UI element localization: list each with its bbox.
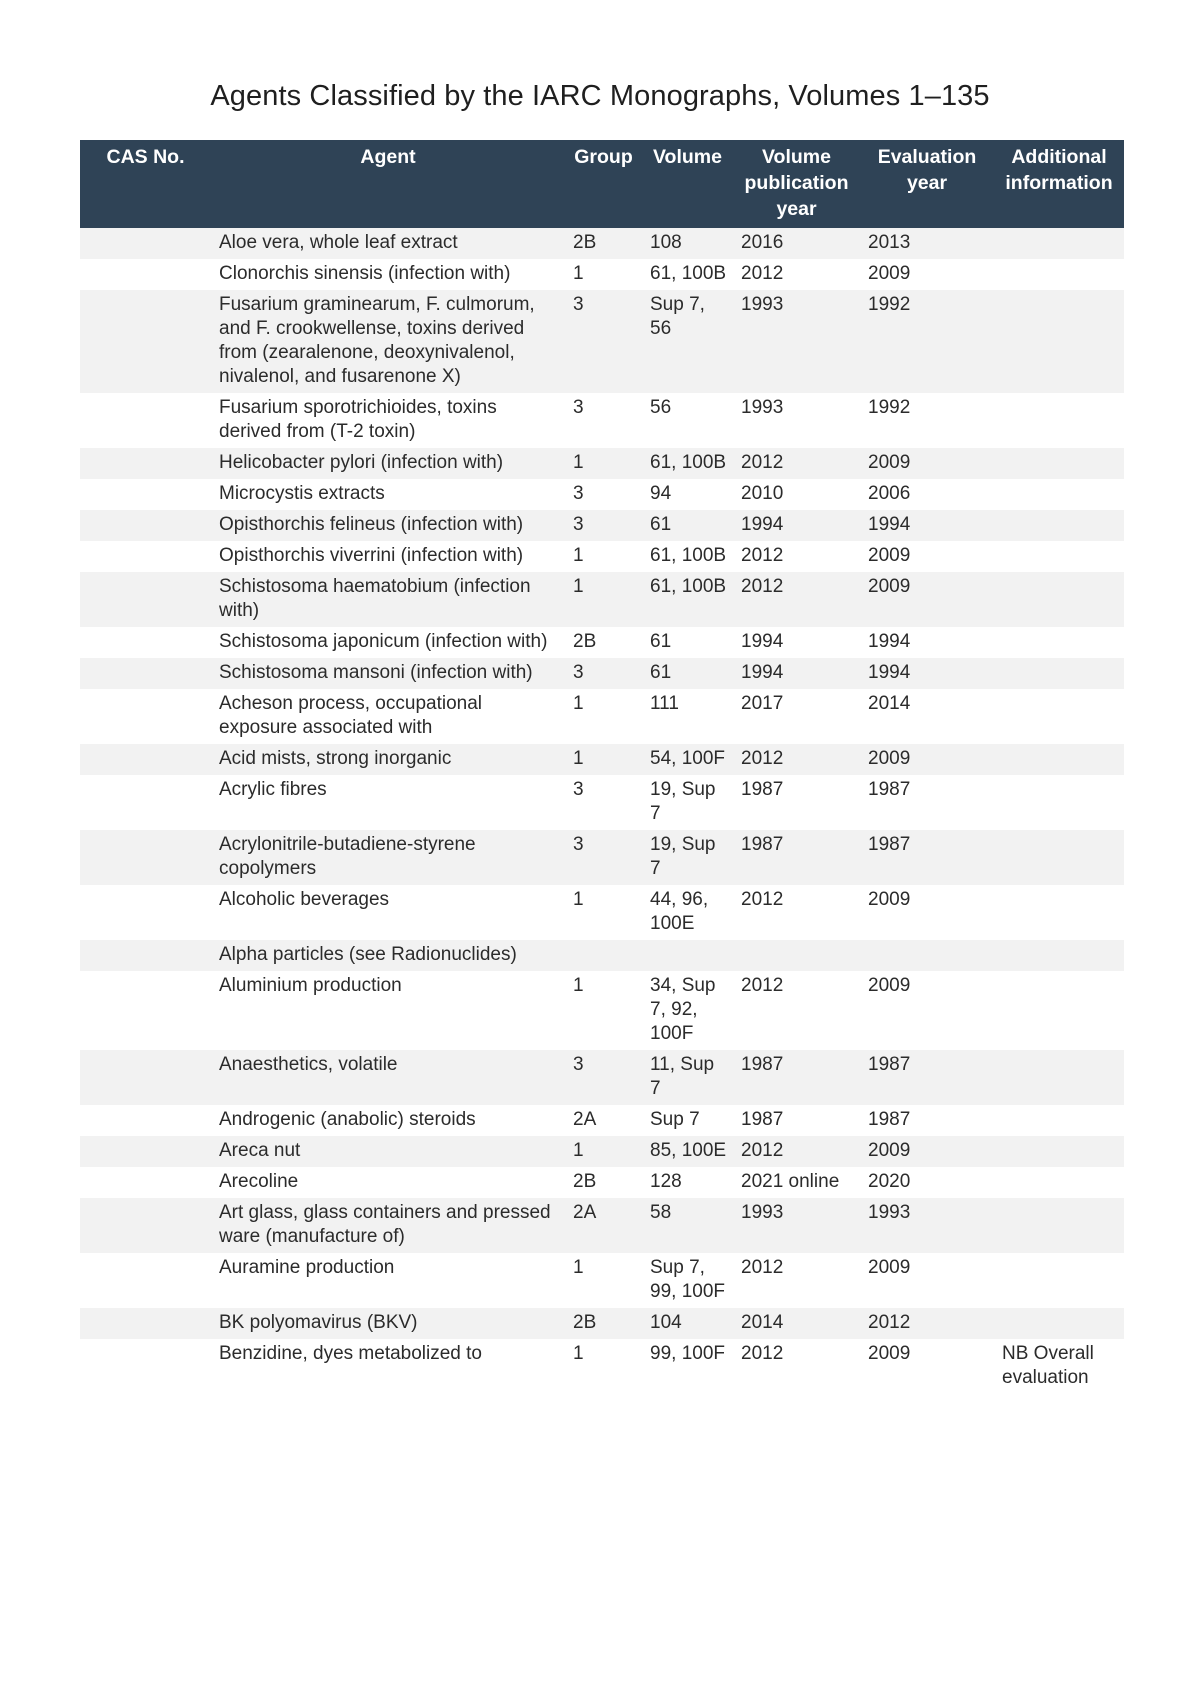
agent-cell: BK polyomavirus (BKV) xyxy=(211,1308,565,1339)
publication-year-cell xyxy=(733,940,860,971)
table-row xyxy=(80,228,1124,259)
volume-cell: 85, 100E xyxy=(642,1136,733,1167)
publication-year-cell: 1994 xyxy=(733,658,860,689)
group-cell: 1 xyxy=(565,572,642,627)
agents-table xyxy=(80,140,1124,1394)
additional-info-cell xyxy=(994,572,1124,627)
agent-cell: Schistosoma japonicum (infection with) xyxy=(211,627,565,658)
evaluation-year-cell: 1994 xyxy=(860,510,994,541)
cas-cell xyxy=(80,1050,211,1105)
publication-year-cell: 1993 xyxy=(733,1198,860,1253)
table-row xyxy=(80,1167,1124,1198)
evaluation-year-cell: 1994 xyxy=(860,627,994,658)
table-row xyxy=(80,775,1124,830)
group-cell: 3 xyxy=(565,830,642,885)
cas-cell xyxy=(80,971,211,1050)
cas-cell xyxy=(80,1136,211,1167)
header-row xyxy=(80,140,1124,228)
publication-year-cell: 2012 xyxy=(733,971,860,1050)
group-cell: 2A xyxy=(565,1105,642,1136)
table-row xyxy=(80,1198,1124,1253)
publication-year-cell: 2012 xyxy=(733,885,860,940)
cas-cell xyxy=(80,259,211,290)
table-row xyxy=(80,971,1124,1050)
cas-cell xyxy=(80,541,211,572)
publication-year-cell: 2012 xyxy=(733,1253,860,1308)
cas-cell xyxy=(80,1339,211,1394)
volume-cell: 61, 100B xyxy=(642,448,733,479)
table-row xyxy=(80,830,1124,885)
group-cell: 2B xyxy=(565,228,642,259)
column-header-cas: CAS No. xyxy=(80,140,211,228)
evaluation-year-cell: 2009 xyxy=(860,885,994,940)
additional-info-cell xyxy=(994,228,1124,259)
column-header-volume: Volume xyxy=(642,140,733,228)
agent-cell: Microcystis extracts xyxy=(211,479,565,510)
publication-year-cell: 2016 xyxy=(733,228,860,259)
group-cell: 1 xyxy=(565,1136,642,1167)
cas-cell xyxy=(80,830,211,885)
evaluation-year-cell: 1994 xyxy=(860,658,994,689)
volume-cell: 104 xyxy=(642,1308,733,1339)
group-cell: 3 xyxy=(565,1050,642,1105)
evaluation-year-cell: 2009 xyxy=(860,1253,994,1308)
volume-cell: 19, Sup 7 xyxy=(642,830,733,885)
cas-cell xyxy=(80,572,211,627)
agent-cell: Benzidine, dyes metabolized to xyxy=(211,1339,565,1394)
additional-info-cell xyxy=(994,1105,1124,1136)
agent-cell: Alcoholic beverages xyxy=(211,885,565,940)
additional-info-cell xyxy=(994,971,1124,1050)
evaluation-year-cell: 2014 xyxy=(860,689,994,744)
agent-cell: Auramine production xyxy=(211,1253,565,1308)
table-header xyxy=(80,140,1124,228)
table-row xyxy=(80,627,1124,658)
cas-cell xyxy=(80,479,211,510)
group-cell: 2B xyxy=(565,1167,642,1198)
column-header-agent: Agent xyxy=(211,140,565,228)
volume-cell: 99, 100F xyxy=(642,1339,733,1394)
additional-info-cell xyxy=(994,627,1124,658)
agent-cell: Art glass, glass containers and pressed ware (manufacture of) xyxy=(211,1198,565,1253)
agent-cell: Arecoline xyxy=(211,1167,565,1198)
agent-cell: Clonorchis sinensis (infection with) xyxy=(211,259,565,290)
cas-cell xyxy=(80,689,211,744)
evaluation-year-cell: 1987 xyxy=(860,775,994,830)
volume-cell: 94 xyxy=(642,479,733,510)
volume-cell: Sup 7 xyxy=(642,1105,733,1136)
table-row xyxy=(80,658,1124,689)
publication-year-cell: 2017 xyxy=(733,689,860,744)
additional-info-cell xyxy=(994,1253,1124,1308)
table-row xyxy=(80,259,1124,290)
agent-cell: Fusarium graminearum, F. culmorum, and F. crookwellense, toxins derived from (zearalenone, deoxynivalenol, nivalenol, and fusarenone X) xyxy=(211,290,565,393)
additional-info-cell xyxy=(994,448,1124,479)
evaluation-year-cell: 2020 xyxy=(860,1167,994,1198)
group-cell: 2A xyxy=(565,1198,642,1253)
additional-info-cell xyxy=(994,393,1124,448)
publication-year-cell: 2012 xyxy=(733,259,860,290)
cas-cell xyxy=(80,228,211,259)
group-cell: 1 xyxy=(565,259,642,290)
table-row xyxy=(80,1253,1124,1308)
agent-cell: Androgenic (anabolic) steroids xyxy=(211,1105,565,1136)
additional-info-cell xyxy=(994,259,1124,290)
additional-info-cell xyxy=(994,744,1124,775)
group-cell: 1 xyxy=(565,885,642,940)
agent-cell: Schistosoma mansoni (infection with) xyxy=(211,658,565,689)
evaluation-year-cell: 1992 xyxy=(860,290,994,393)
agent-cell: Alpha particles (see Radionuclides) xyxy=(211,940,565,971)
table-row xyxy=(80,940,1124,971)
volume-cell: 44, 96, 100E xyxy=(642,885,733,940)
publication-year-cell: 1987 xyxy=(733,775,860,830)
additional-info-cell xyxy=(994,479,1124,510)
table-row xyxy=(80,1308,1124,1339)
additional-info-cell xyxy=(994,541,1124,572)
group-cell: 1 xyxy=(565,1339,642,1394)
group-cell: 1 xyxy=(565,744,642,775)
agent-cell: Acrylic fibres xyxy=(211,775,565,830)
volume-cell: 54, 100F xyxy=(642,744,733,775)
column-header-publication-year: Volume publication year xyxy=(733,140,860,228)
table-body xyxy=(80,228,1124,1394)
agent-cell: Fusarium sporotrichioides, toxins derived from (T-2 toxin) xyxy=(211,393,565,448)
additional-info-cell xyxy=(994,1136,1124,1167)
evaluation-year-cell: 2006 xyxy=(860,479,994,510)
volume-cell: 108 xyxy=(642,228,733,259)
group-cell: 1 xyxy=(565,448,642,479)
evaluation-year-cell: 2009 xyxy=(860,744,994,775)
publication-year-cell: 2021 online xyxy=(733,1167,860,1198)
group-cell: 2B xyxy=(565,627,642,658)
additional-info-cell xyxy=(994,1198,1124,1253)
evaluation-year-cell: 2013 xyxy=(860,228,994,259)
publication-year-cell: 2010 xyxy=(733,479,860,510)
additional-info-cell xyxy=(994,830,1124,885)
cas-cell xyxy=(80,510,211,541)
evaluation-year-cell xyxy=(860,940,994,971)
cas-cell xyxy=(80,1198,211,1253)
cas-cell xyxy=(80,940,211,971)
agent-cell: Schistosoma haematobium (infection with) xyxy=(211,572,565,627)
agent-cell: Aloe vera, whole leaf extract xyxy=(211,228,565,259)
cas-cell xyxy=(80,658,211,689)
additional-info-cell xyxy=(994,689,1124,744)
evaluation-year-cell: 2009 xyxy=(860,259,994,290)
agent-cell: Acid mists, strong inorganic xyxy=(211,744,565,775)
cas-cell xyxy=(80,1253,211,1308)
cas-cell xyxy=(80,290,211,393)
publication-year-cell: 2012 xyxy=(733,572,860,627)
page-title: Agents Classified by the IARC Monographs, Volumes 1–135 xyxy=(210,80,990,112)
evaluation-year-cell: 1987 xyxy=(860,830,994,885)
table-row xyxy=(80,510,1124,541)
additional-info-cell xyxy=(994,1167,1124,1198)
volume-cell: 56 xyxy=(642,393,733,448)
additional-info-cell xyxy=(994,1308,1124,1339)
agent-cell: Acrylonitrile-butadiene-styrene copolymers xyxy=(211,830,565,885)
cas-cell xyxy=(80,393,211,448)
table-row xyxy=(80,541,1124,572)
volume-cell: 34, Sup 7, 92, 100F xyxy=(642,971,733,1050)
agent-cell: Aluminium production xyxy=(211,971,565,1050)
publication-year-cell: 1994 xyxy=(733,510,860,541)
publication-year-cell: 2012 xyxy=(733,744,860,775)
volume-cell: 61, 100B xyxy=(642,541,733,572)
cas-cell xyxy=(80,448,211,479)
agent-cell: Acheson process, occupational exposure associated with xyxy=(211,689,565,744)
additional-info-cell xyxy=(994,290,1124,393)
table-row xyxy=(80,1105,1124,1136)
cas-cell xyxy=(80,885,211,940)
group-cell: 3 xyxy=(565,393,642,448)
cas-cell xyxy=(80,775,211,830)
cas-cell xyxy=(80,627,211,658)
group-cell: 1 xyxy=(565,971,642,1050)
group-cell: 1 xyxy=(565,1253,642,1308)
group-cell: 3 xyxy=(565,290,642,393)
group-cell: 3 xyxy=(565,479,642,510)
table-row xyxy=(80,744,1124,775)
volume-cell: 61 xyxy=(642,658,733,689)
cas-cell xyxy=(80,1308,211,1339)
volume-cell: 19, Sup 7 xyxy=(642,775,733,830)
column-header-group: Group xyxy=(565,140,642,228)
additional-info-cell: NB Overall evaluation xyxy=(994,1339,1124,1394)
volume-cell: 58 xyxy=(642,1198,733,1253)
evaluation-year-cell: 1992 xyxy=(860,393,994,448)
volume-cell: 11, Sup 7 xyxy=(642,1050,733,1105)
publication-year-cell: 1987 xyxy=(733,1050,860,1105)
group-cell: 2B xyxy=(565,1308,642,1339)
publication-year-cell: 2014 xyxy=(733,1308,860,1339)
cas-cell xyxy=(80,1167,211,1198)
evaluation-year-cell: 2009 xyxy=(860,1136,994,1167)
evaluation-year-cell: 1987 xyxy=(860,1105,994,1136)
additional-info-cell xyxy=(994,775,1124,830)
additional-info-cell xyxy=(994,510,1124,541)
volume-cell: 128 xyxy=(642,1167,733,1198)
table-row xyxy=(80,572,1124,627)
additional-info-cell xyxy=(994,658,1124,689)
additional-info-cell xyxy=(994,885,1124,940)
volume-cell: 61 xyxy=(642,627,733,658)
column-header-additional-info: Additional information xyxy=(994,140,1124,228)
agent-cell: Opisthorchis viverrini (infection with) xyxy=(211,541,565,572)
publication-year-cell: 2012 xyxy=(733,1339,860,1394)
table-row xyxy=(80,1050,1124,1105)
publication-year-cell: 2012 xyxy=(733,541,860,572)
group-cell: 1 xyxy=(565,541,642,572)
volume-cell: 61, 100B xyxy=(642,259,733,290)
group-cell: 3 xyxy=(565,658,642,689)
additional-info-cell xyxy=(994,940,1124,971)
table-row xyxy=(80,479,1124,510)
publication-year-cell: 2012 xyxy=(733,1136,860,1167)
evaluation-year-cell: 2009 xyxy=(860,971,994,1050)
evaluation-year-cell: 2009 xyxy=(860,448,994,479)
agent-cell: Anaesthetics, volatile xyxy=(211,1050,565,1105)
volume-cell: Sup 7, 99, 100F xyxy=(642,1253,733,1308)
table-row xyxy=(80,1136,1124,1167)
evaluation-year-cell: 2009 xyxy=(860,541,994,572)
cas-cell xyxy=(80,1105,211,1136)
volume-cell xyxy=(642,940,733,971)
agent-cell: Opisthorchis felineus (infection with) xyxy=(211,510,565,541)
agent-cell: Areca nut xyxy=(211,1136,565,1167)
cas-cell xyxy=(80,744,211,775)
agent-cell: Helicobacter pylori (infection with) xyxy=(211,448,565,479)
evaluation-year-cell: 1987 xyxy=(860,1050,994,1105)
evaluation-year-cell: 2009 xyxy=(860,1339,994,1394)
table-row xyxy=(80,689,1124,744)
publication-year-cell: 2012 xyxy=(733,448,860,479)
group-cell: 3 xyxy=(565,775,642,830)
publication-year-cell: 1993 xyxy=(733,393,860,448)
table-row xyxy=(80,448,1124,479)
volume-cell: Sup 7, 56 xyxy=(642,290,733,393)
group-cell: 3 xyxy=(565,510,642,541)
group-cell xyxy=(565,940,642,971)
group-cell: 1 xyxy=(565,689,642,744)
publication-year-cell: 1987 xyxy=(733,830,860,885)
additional-info-cell xyxy=(994,1050,1124,1105)
table-row xyxy=(80,393,1124,448)
volume-cell: 61 xyxy=(642,510,733,541)
publication-year-cell: 1987 xyxy=(733,1105,860,1136)
evaluation-year-cell: 2009 xyxy=(860,572,994,627)
column-header-evaluation-year: Evaluation year xyxy=(860,140,994,228)
publication-year-cell: 1993 xyxy=(733,290,860,393)
table-row xyxy=(80,1339,1124,1394)
evaluation-year-cell: 2012 xyxy=(860,1308,994,1339)
evaluation-year-cell: 1993 xyxy=(860,1198,994,1253)
publication-year-cell: 1994 xyxy=(733,627,860,658)
volume-cell: 61, 100B xyxy=(642,572,733,627)
table-row xyxy=(80,885,1124,940)
volume-cell: 111 xyxy=(642,689,733,744)
table-row xyxy=(80,290,1124,393)
